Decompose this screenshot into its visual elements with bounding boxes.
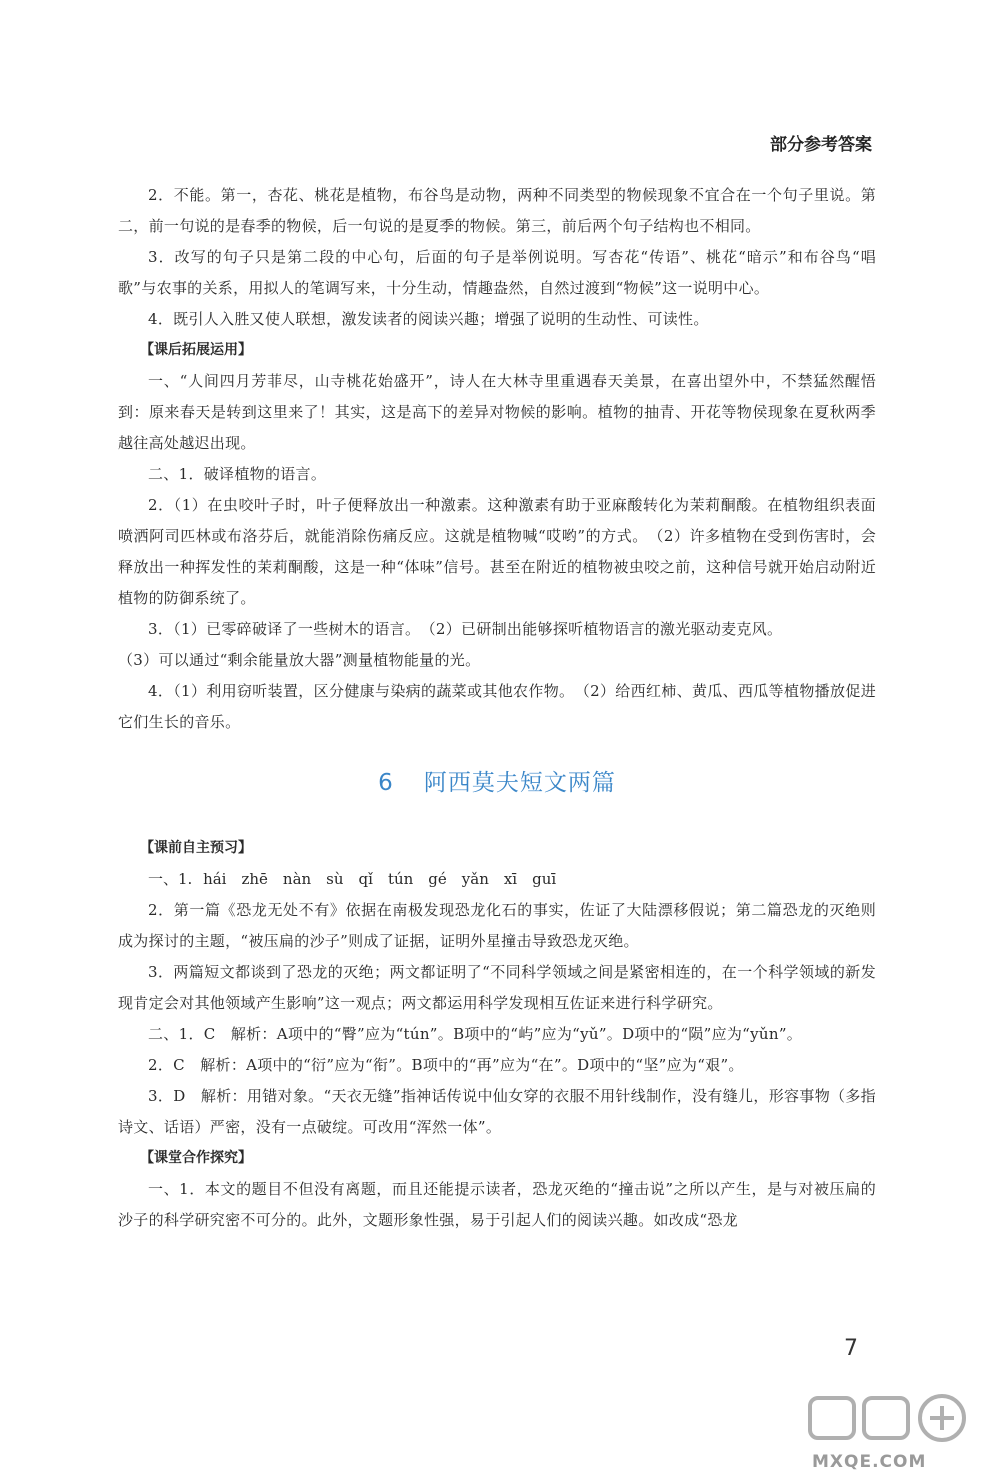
page-number: 7 [844, 1336, 858, 1361]
answer-paragraph: 二、1．破译植物的语言。 [148, 465, 327, 483]
answer-paragraph: （3）可以通过“剩余能量放大器”测量植物能量的光。 [118, 651, 481, 669]
answer-paragraph: 3．改写的句子只是第二段的中心句，后面的句子是举例说明。写杏花“传语”、桃花“暗示”和布谷鸟“唱歌”与农事的关系，用拟人的笔调写来，十分生动，情趣盎然，自然过渡到“物候”这一说明中心。 [118, 248, 876, 297]
answer-paragraph: 3．（1）已零碎破译了一些树木的语言。 （2）已研制出能够探听植物语言的激光驱动麦克风。 [148, 620, 783, 638]
chapter-name: 阿西莫夫短文两篇 [423, 770, 616, 796]
chapter-number: 6 [378, 770, 394, 796]
answer-paragraph: 4．既引人入胜又使人联想，激发读者的阅读兴趣；增强了说明的生动性、可读性。 [148, 310, 709, 328]
page-header: 部分参考答案 [770, 135, 872, 155]
page-content [118, 180, 876, 1236]
watermark-logo-icon [806, 1392, 974, 1448]
section-heading-in-class: 【课堂合作探究】 [140, 1150, 252, 1166]
section-heading-after-class: 【课后拓展运用】 [140, 342, 252, 358]
answer-paragraph: 二、1．C 解析：A项中的“臀”应为“tún”。B项中的“屿”应为“yǔ”。D项中的“陨”应为“yǔn”。 [148, 1025, 803, 1043]
watermark-text: MXQE.COM [812, 1452, 927, 1472]
section-heading-preview: 【课前自主预习】 [140, 840, 252, 856]
pinyin-answer: 一、1. hái zhē nàn sù qǐ tún gé yǎn xī guī [148, 870, 557, 888]
answer-paragraph: 3．D 解析：用错对象。“天衣无缝”指神话传说中仙女穿的衣服不用针线制作，没有缝儿，形容事物（多指诗文、话语）严密，没有一点破绽。可改用“浑然一体”。 [118, 1087, 876, 1136]
chapter-title [118, 764, 876, 797]
answer-paragraph: 3．两篇短文都谈到了恐龙的灭绝；两文都证明了“不同科学领域之间是紧密相连的，在一个科学领域的新发现肯定会对其他领域产生影响”这一观点；两文都运用科学发现相互佐证来进行科学研究。 [118, 963, 876, 1012]
answer-paragraph: 2．（1）在虫咬叶子时，叶子便释放出一种激素。这种激素有助于亚麻酸转化为茉莉酮酸。在植物组织表面喷洒阿司匹林或布洛芬后，就能消除伤痛反应。这就是植物喊“哎哟”的方式。 （2）许多植物在受到伤害时，会释放出一种挥发性的茉莉酮酸，这是一种“体味”信号。甚至在附近的植物被虫咬之前，这种信号就开始启动附近植物的防御系统了。 [118, 496, 876, 607]
answer-paragraph: 2．不能。第一，杏花、桃花是植物，布谷鸟是动物，两种不同类型的物候现象不宜合在一个句子里说。第二，前一句说的是春季的物候，后一句说的是夏季的物候。第三，前后两个句子结构也不相同。 [118, 186, 876, 235]
answer-paragraph: 一、“人间四月芳菲尽，山寺桃花始盛开”，诗人在大林寺里重遇春天美景，在喜出望外中，不禁猛然醒悟到：原来春天是转到这里来了！其实，这是高下的差异对物候的影响。植物的抽青、开花等物侯现象在夏秋两季越往高处越迟出现。 [118, 372, 876, 452]
answer-paragraph: 一、1．本文的题目不但没有离题，而且还能提示读者，恐龙灭绝的“撞击说”之所以产生，是与对被压扁的沙子的科学研究密不可分的。此外，文题形象性强，易于引起人们的阅读兴趣。如改成“恐龙 [118, 1180, 876, 1229]
watermark [800, 1392, 980, 1476]
answer-paragraph: 4．（1）利用窃听装置，区分健康与染病的蔬菜或其他农作物。 （2）给西红柿、黄瓜、西瓜等植物播放促进它们生长的音乐。 [118, 682, 876, 731]
answer-paragraph: 2．C 解析：A项中的“衍”应为“衔”。B项中的“再”应为“在”。D项中的“坚”应为“艰”。 [148, 1056, 744, 1074]
answer-paragraph: 2．第一篇《恐龙无处不有》依据在南极发现恐龙化石的事实，佐证了大陆漂移假说；第二篇恐龙的灭绝则成为探讨的主题，“被压扁的沙子”则成了证据，证明外星撞击导致恐龙灭绝。 [118, 901, 876, 950]
